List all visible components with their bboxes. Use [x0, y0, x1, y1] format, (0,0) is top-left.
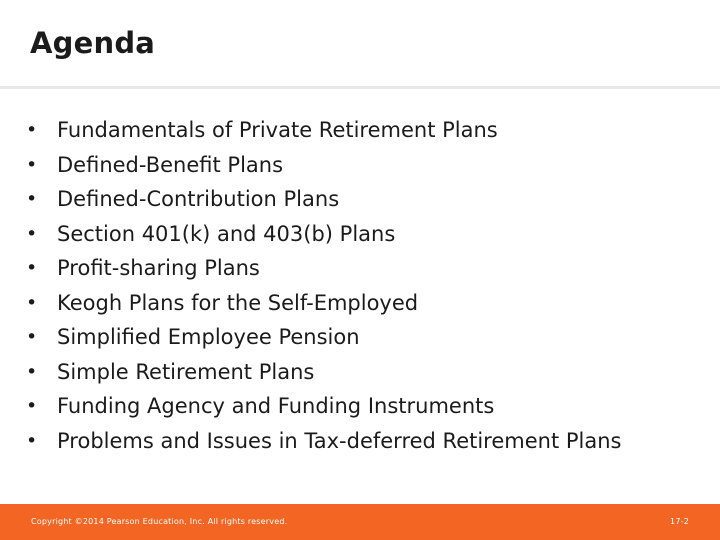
footer-bar — [0, 504, 720, 540]
list-item — [26, 355, 686, 390]
list-item-text: Profit-sharing Plans — [57, 256, 260, 280]
bullet-icon: • — [26, 395, 38, 417]
agenda-list — [26, 113, 686, 458]
list-item — [26, 217, 686, 252]
bullet-icon: • — [26, 360, 38, 383]
bullet-icon: • — [26, 119, 38, 141]
list-item-text: Simplified Employee Pension — [57, 325, 360, 349]
list-item-text: Defined-Contribution Plans — [57, 187, 340, 211]
bullet-icon: • — [26, 429, 38, 452]
list-item-text: Problems and Issues in Tax-deferred Retirement Plans — [57, 428, 622, 453]
slide-title: Agenda — [30, 26, 156, 60]
bullet-icon: • — [26, 291, 38, 314]
list-item — [26, 320, 686, 355]
list-item — [26, 424, 686, 459]
title-divider — [0, 86, 720, 89]
page-number: 17-2 — [670, 517, 689, 526]
list-item-text: Simple Retirement Plans — [57, 359, 315, 384]
list-item — [26, 389, 686, 424]
list-item-text: Section 401(k) and 403(b) Plans — [57, 221, 396, 246]
bullet-icon: • — [26, 188, 38, 210]
bullet-icon: • — [26, 153, 38, 176]
list-item — [26, 286, 686, 321]
bullet-icon: • — [26, 257, 38, 279]
list-item-text: Defined-Benefit Plans — [57, 152, 284, 177]
list-item-text: Fundamentals of Private Retirement Plans — [57, 118, 498, 142]
list-item-text: Keogh Plans for the Self-Employed — [57, 290, 419, 315]
bullet-icon: • — [26, 326, 38, 348]
list-item — [26, 148, 686, 183]
copyright-notice: Copyright ©2014 Pearson Education, Inc. All rights reserved. — [31, 517, 288, 526]
list-item-text: Funding Agency and Funding Instruments — [57, 394, 495, 418]
list-item — [26, 113, 686, 148]
list-item — [26, 182, 686, 217]
list-item — [26, 251, 686, 286]
bullet-icon: • — [26, 222, 38, 245]
